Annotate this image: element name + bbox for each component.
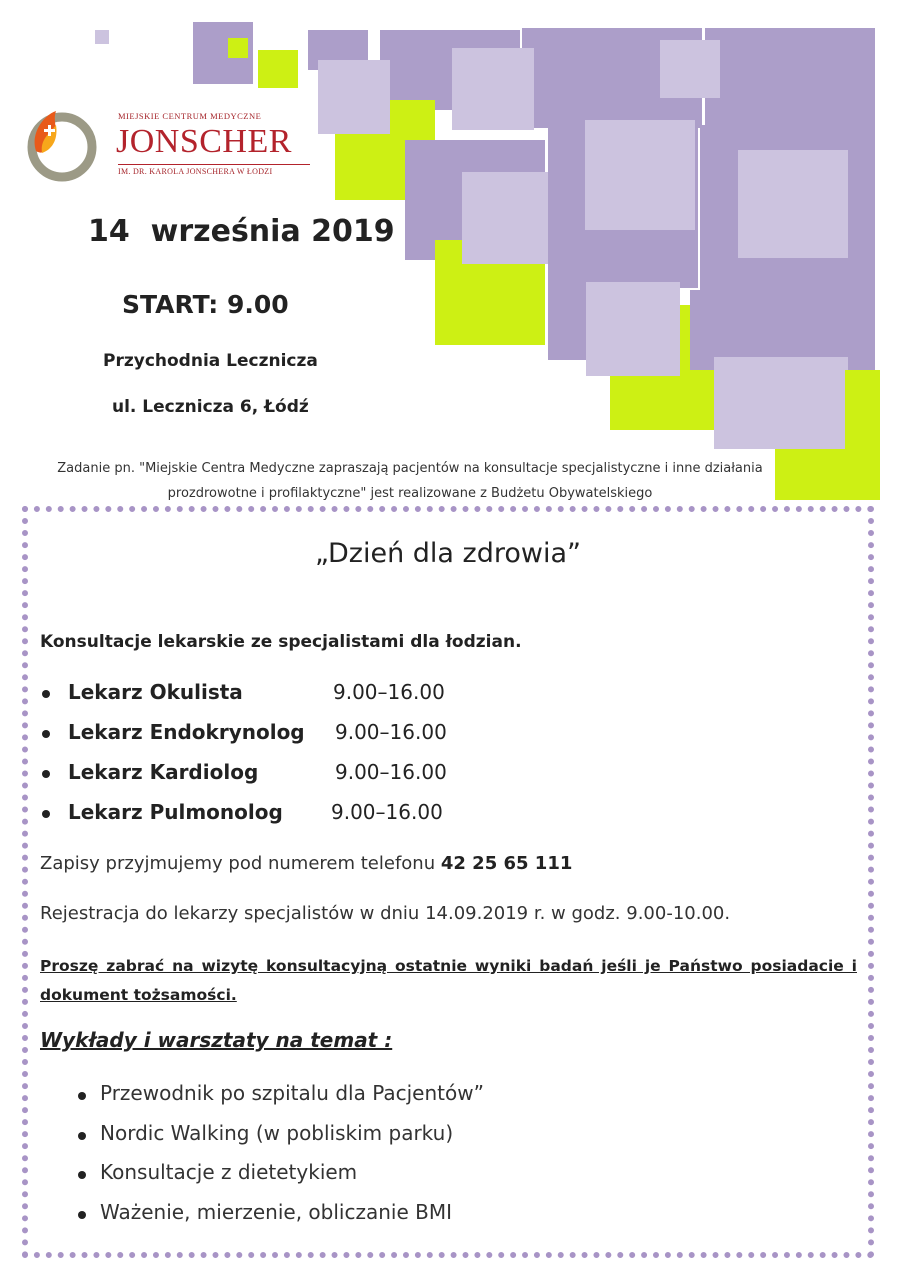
logo-name: JONSCHER: [116, 123, 292, 160]
logo-supertitle: MIEJSKIE CENTRUM MEDYCZNE: [118, 111, 262, 121]
list-item: [40, 680, 560, 710]
bullet-icon: [42, 730, 50, 738]
event-address: ul. Lecznicza 6, Łódź: [112, 397, 309, 417]
bullet-icon: [78, 1092, 86, 1100]
page-title: „Dzień dla zdrowia”: [314, 538, 582, 569]
bring-documents-note: Proszę zabrać na wizytę konsultacyjną ostatnie wyniki badań jeśli je Państwo posiadacie i dokument tożsamości.: [40, 957, 857, 1004]
phone-text: Zapisy przyjmujemy pod numerem telefonu: [40, 853, 436, 874]
phone-info: [40, 853, 572, 874]
task-note: Zadanie pn. "Miejskie Centra Medyczne zapraszają pacjentów na konsultacje specjalistyczne i inne działania prozdrowotne i profilaktyczne" jest realizowane z Budżetu Obywatelskiego: [57, 461, 763, 501]
event-date: 14 września 2019: [88, 214, 395, 249]
lecture-item: Przewodnik po szpitalu dla Pacjentów”: [100, 1081, 484, 1105]
doctor-hours: 9.00–16.00: [335, 760, 447, 784]
event-place: Przychodnia Lecznicza: [103, 351, 318, 371]
logo-emblem-icon: [22, 103, 100, 183]
bullet-icon: [42, 810, 50, 818]
list-item: [40, 800, 560, 830]
doctor-hours: 9.00–16.00: [331, 800, 443, 824]
lectures-heading: Wykłady i warsztaty na temat :: [40, 1028, 393, 1052]
registration-info: Rejestracja do lekarzy specjalistów w dniu 14.09.2019 r. w godz. 9.00-10.00.: [40, 903, 731, 924]
intro-text: Konsultacje lekarskie ze specjalistami dla łodzian.: [40, 632, 522, 652]
doctor-name: Lekarz Kardiolog: [68, 760, 259, 784]
doctor-hours: 9.00–16.00: [333, 680, 445, 704]
bullet-icon: [42, 690, 50, 698]
list-item: [40, 720, 560, 750]
doctor-name: Lekarz Okulista: [68, 680, 243, 704]
doctor-name: Lekarz Endokrynolog: [68, 720, 305, 744]
content-frame: [22, 506, 874, 1258]
event-start: START: 9.00: [122, 290, 289, 319]
phone-number: 42 25 65 111: [440, 853, 573, 874]
doctor-hours: 9.00–16.00: [335, 720, 447, 744]
bullet-icon: [78, 1171, 86, 1179]
doctor-name: Lekarz Pulmonolog: [68, 800, 283, 824]
bullet-icon: [42, 770, 50, 778]
lecture-item: Ważenie, mierzenie, obliczanie BMI: [100, 1200, 452, 1224]
bullet-icon: [78, 1211, 86, 1219]
list-item: [40, 760, 560, 790]
lecture-item: Nordic Walking (w pobliskim parku): [100, 1121, 454, 1145]
logo-divider: [118, 164, 310, 165]
bullet-icon: [78, 1132, 86, 1140]
lecture-item: Konsultacje z dietetykiem: [100, 1160, 358, 1184]
logo-subtitle: IM. DR. KAROLA JONSCHERA W ŁODZI: [118, 167, 273, 176]
logo: [22, 103, 322, 188]
